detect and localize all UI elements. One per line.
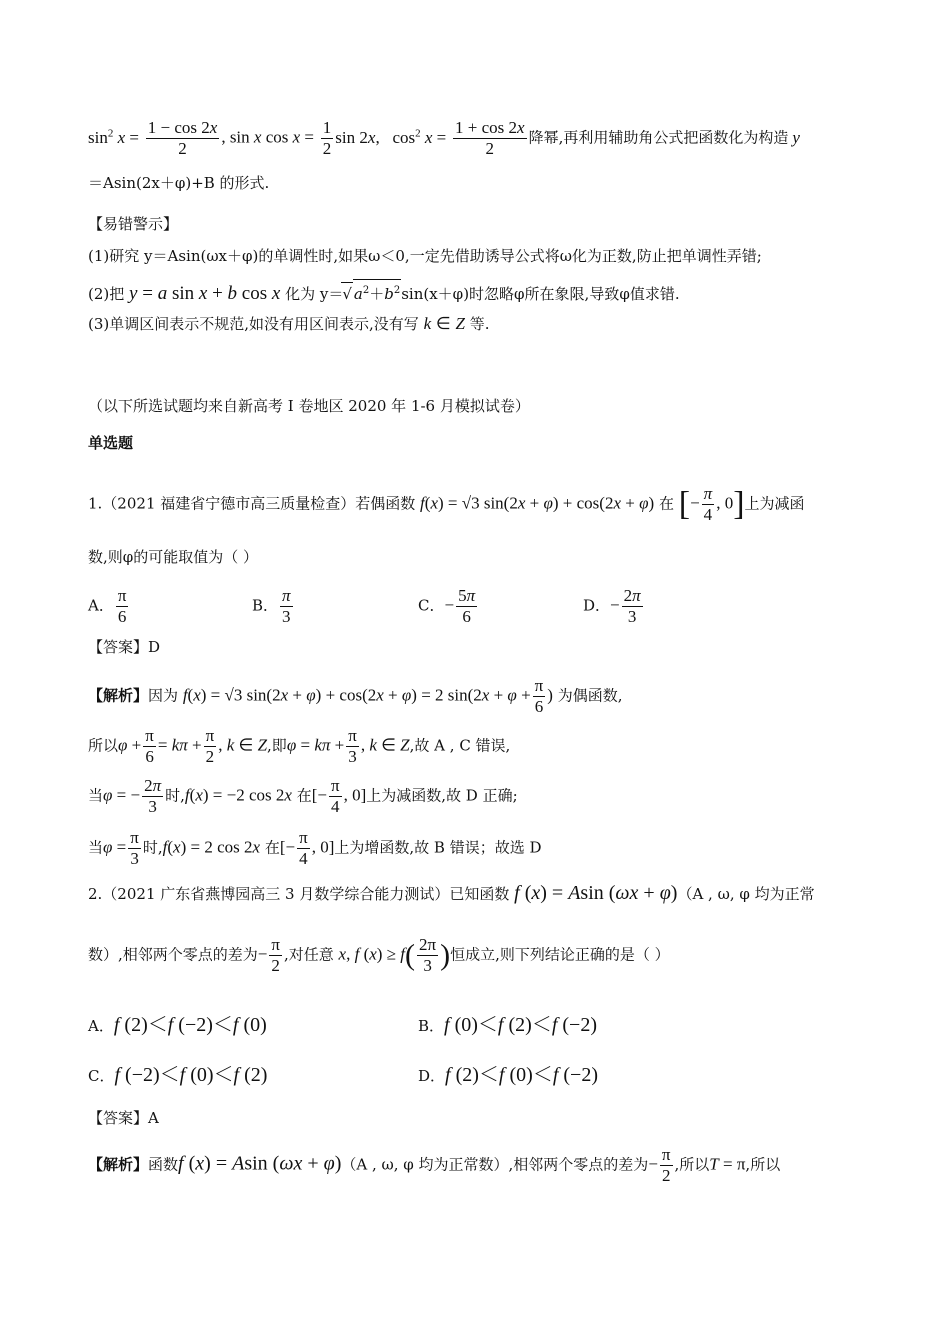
warning-heading: 【易错警示】 xyxy=(88,215,179,233)
warning-item-2-b: 化为 y＝ xyxy=(285,285,344,303)
warning-item-3-end: 等. xyxy=(469,315,490,333)
form-line: ＝Asin(2x＋φ)+B 的形式. xyxy=(88,174,270,192)
q1-option-d[interactable]: D．− $\frac{2\pi}{3}$ xyxy=(583,586,641,626)
q1-analysis-line-3: 当φ = − $\frac{2\pi}{3}$ 时,f(x) = −2 cos 2x 在[− $\frac{\pi}{4}$ , 0]上为减函数,故 D 正确; xyxy=(88,776,518,816)
q1-answer: 【答案】D xyxy=(88,638,161,656)
q1-option-b[interactable]: B． $\frac{\pi}{3}$ xyxy=(252,586,291,626)
q1-option-c[interactable]: C．− $\frac{5\pi}{6}$ xyxy=(418,586,476,626)
q2-stem-line-2: 数）,相邻两个零点的差为− $\frac{\pi}{2}$ ,对任意 x, f (x) ≥ f( $\frac{2\pi}{3}$ )恒成立,则下列结论正确的是（ ） xyxy=(88,935,670,975)
warning-item-1: (1)研究 y＝Asin(ωx＋φ)的单调性时,如果ω＜0,一定先借助诱导公式将ω化为正数,防止把单调性弄错; xyxy=(88,247,762,265)
q2-stem: 2.（2021 广东省燕博园高三 3 月数学综合能力测试）已知函数 f (x) = Asin (ωx + φ)（A , ω, φ 均为正常 xyxy=(88,882,815,904)
q1-analysis-line-2: 所以φ + $\frac{\pi}{6}$ = kπ + $\frac{\pi}{2}$ , k ∈ Z,即φ = kπ + $\frac{\pi}{3}$ , k ∈ Z,故 A , C 错误, xyxy=(88,726,511,766)
q1-stem-c: 数,则φ的可能取值为（ ） xyxy=(88,548,259,566)
warning-item-2: (2)把 y = a sin x + b cos x 化为 y＝√ $a^2+b^2\sin(x+\varphi)$时忽略φ所在象限,导致φ值求错. xyxy=(88,279,680,305)
intro-text: 降幂,再利用辅助角公式把函数化为构造 xyxy=(528,128,789,147)
q2-analysis-line-1: 【解析】函数f (x) = Asin (ωx + φ)（A , ω, φ 均为正常数）,相邻两个零点的差为− $\frac{\pi}{2}$ ,所以T = π,所以 xyxy=(88,1145,781,1185)
q2-answer: 【答案】A xyxy=(88,1109,159,1127)
q1-stem: 1.（2021 福建省宁德市高三质量检查）若偶函数 f(x) = √3 sin(2x + φ) + cos(2x + φ) 在 [− $\frac{\pi}{4}$ , 0]上为减函 xyxy=(88,484,805,524)
q1-option-a[interactable]: A． $\frac{\pi}{6}$ xyxy=(88,586,127,626)
q1-stem-b: 上为减函 xyxy=(744,494,805,513)
intro-y: y xyxy=(792,127,800,147)
section-title: 单选题 xyxy=(88,434,134,452)
warning-item-2-c: sin(x＋φ)时忽略φ所在象限,导致φ值求错. xyxy=(401,285,680,303)
q1-analysis-line-1: 【解析】因为 f(x) = √3 sin(2x + φ) + cos(2x + φ) = 2 sin(2x + φ + $\frac{\pi}{6}$ ) 为偶函数, xyxy=(88,676,623,716)
source-note: （以下所选试题均来自新高考 I 卷地区 2020 年 1-6 月模拟试卷） xyxy=(88,397,530,415)
warning-item-2-a: (2)把 xyxy=(88,285,125,303)
q2-option-a[interactable]: A．f (2)＜f (−2)＜f (0) xyxy=(88,1014,267,1036)
q1-stem-a: 1.（2021 福建省宁德市高三质量检查）若偶函数 xyxy=(88,494,416,513)
warning-item-3: (3)单调区间表示不规范,如没有用区间表示,没有写 k ∈ Z 等. xyxy=(88,314,490,333)
q2-option-b[interactable]: B．f (0)＜f (2)＜f (−2) xyxy=(418,1014,597,1036)
q1-analysis-line-4: 当φ = $\frac{\pi}{3}$ 时,f(x) = 2 cos 2x 在[− $\frac{\pi}{4}$ , 0]上为增函数,故 B 错误；故选 D xyxy=(88,828,542,868)
q2-option-d[interactable]: D．f (2)＜f (0)＜f (−2) xyxy=(418,1064,598,1086)
warning-item-3-text: (3)单调区间表示不规范,如没有用区间表示,没有写 xyxy=(88,315,419,333)
q2-option-c[interactable]: C．f (−2)＜f (0)＜f (2) xyxy=(88,1064,268,1086)
identity-formulas-line: $\sin^2 x$ = $\frac{1 - \cos 2x}{2}$ , sin x cos x = $\frac{1}{2}$ sin 2x, $\cos^2 x$ = $\frac{1 + \cos 2x}{2}$ 降幂,再利用辅助角公式把函数化为构造 y xyxy=(88,118,800,158)
